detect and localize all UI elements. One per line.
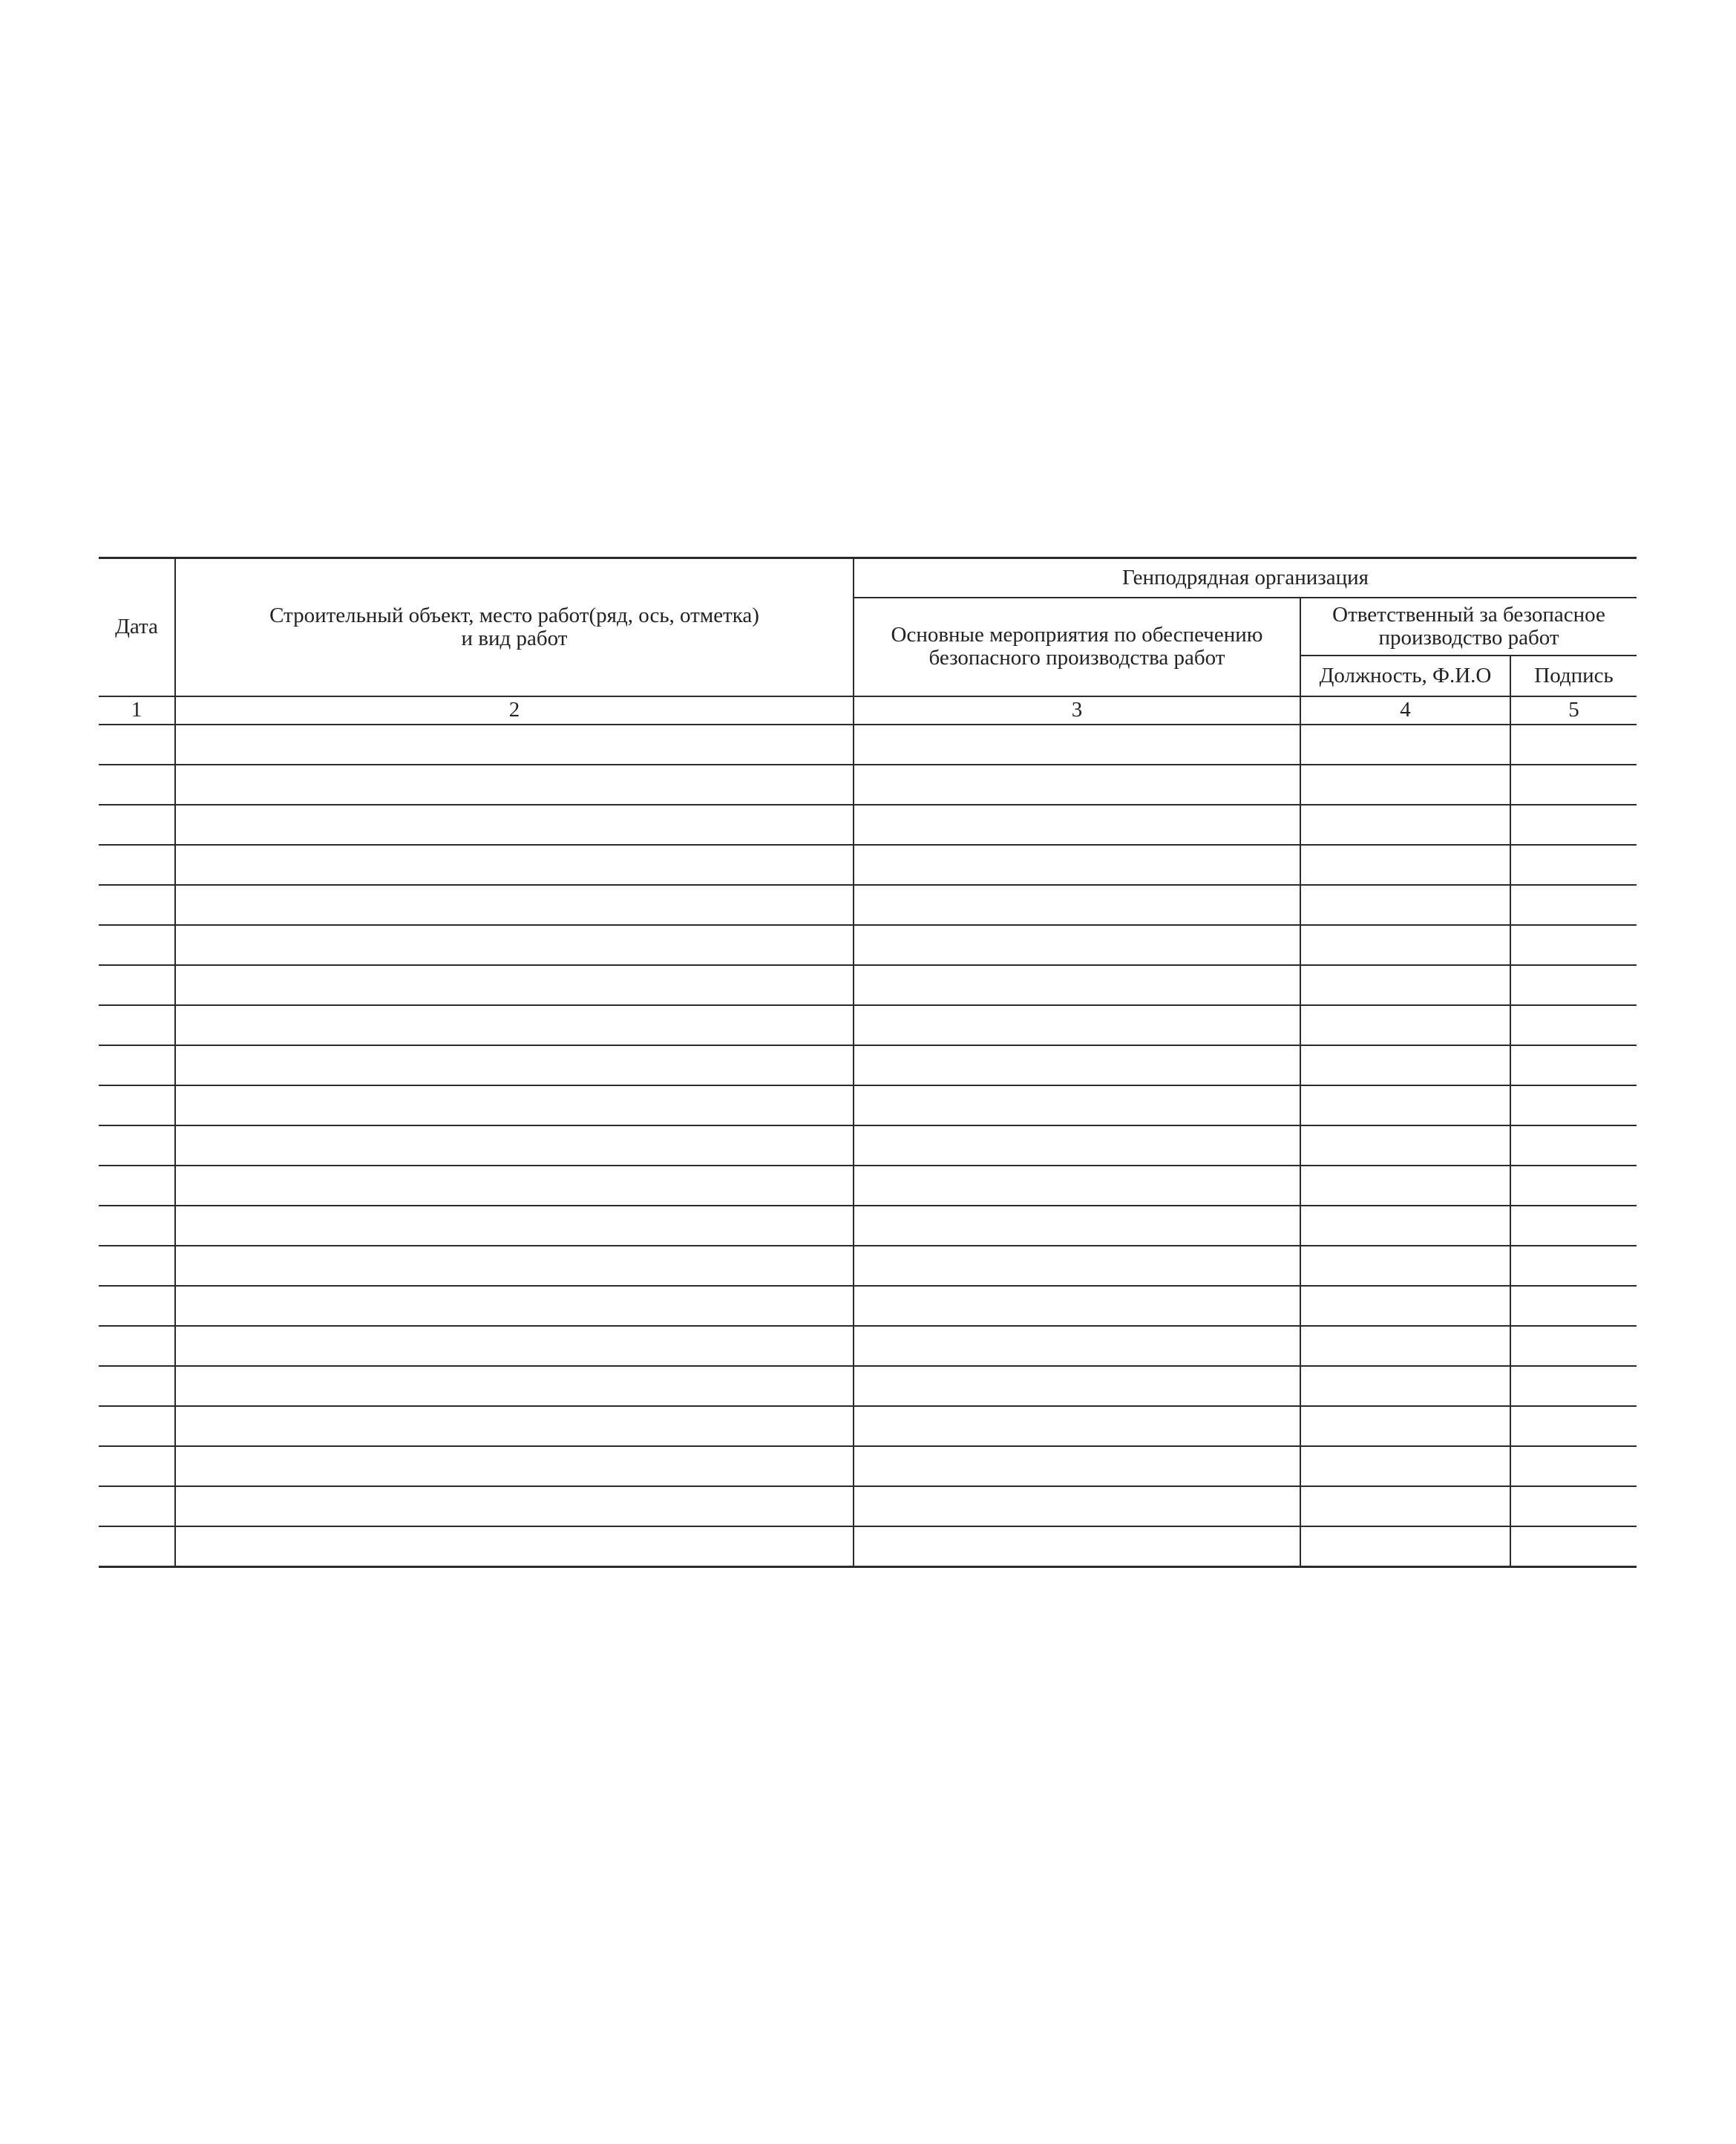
table-row <box>99 1085 1637 1125</box>
entry-cell-object[interactable] <box>175 1125 854 1166</box>
entry-cell-object[interactable] <box>175 765 854 805</box>
header-responsible <box>1300 598 1637 656</box>
entry-cell-date[interactable] <box>99 1486 175 1526</box>
entry-cell-measures[interactable] <box>854 765 1300 805</box>
entry-cell-measures[interactable] <box>854 1005 1300 1045</box>
table-row <box>99 765 1637 805</box>
header-signature <box>1510 656 1637 696</box>
table-row <box>99 1206 1637 1246</box>
column-number-4: 4 <box>1300 696 1510 725</box>
entry-cell-object[interactable] <box>175 1166 854 1206</box>
entry-cell-position-name[interactable] <box>1300 1005 1510 1045</box>
entry-cell-object[interactable] <box>175 805 854 845</box>
entry-cell-object[interactable] <box>175 925 854 965</box>
entry-cell-date[interactable] <box>99 1166 175 1206</box>
table-row <box>99 885 1637 925</box>
entry-cell-position-name[interactable] <box>1300 1326 1510 1366</box>
entry-cell-date[interactable] <box>99 1246 175 1286</box>
entry-cell-position-name[interactable] <box>1300 965 1510 1005</box>
entry-cell-measures[interactable] <box>854 1526 1300 1567</box>
entry-cell-measures[interactable] <box>854 1326 1300 1366</box>
entry-cell-signature[interactable] <box>1510 845 1637 885</box>
entry-cell-measures[interactable] <box>854 1446 1300 1486</box>
entry-cell-object[interactable] <box>175 845 854 885</box>
entry-cell-object[interactable] <box>175 1326 854 1366</box>
entry-cell-position-name[interactable] <box>1300 1286 1510 1326</box>
entry-cell-position-name[interactable] <box>1300 1366 1510 1406</box>
entry-cell-object[interactable] <box>175 965 854 1005</box>
entry-cell-object[interactable] <box>175 1045 854 1085</box>
header-object-line1: Строительный объект, место работ(ряд, ось, отметка) <box>269 603 759 627</box>
entry-cell-date[interactable] <box>99 1326 175 1366</box>
entry-cell-date[interactable] <box>99 765 175 805</box>
entry-cell-date[interactable] <box>99 885 175 925</box>
header-object-line2: и вид работ <box>461 626 568 650</box>
header-measures-line2: безопасного производства работ <box>928 646 1225 670</box>
table-row <box>99 1326 1637 1366</box>
table-row <box>99 1166 1637 1206</box>
entry-cell-position-name[interactable] <box>1300 1085 1510 1125</box>
entry-cell-signature[interactable] <box>1510 1526 1637 1567</box>
entry-cell-measures[interactable] <box>854 1045 1300 1085</box>
entry-cell-position-name[interactable] <box>1300 1206 1510 1246</box>
column-number-1: 1 <box>99 696 175 725</box>
entry-cell-position-name[interactable] <box>1300 1486 1510 1526</box>
entry-cell-signature[interactable] <box>1510 1166 1637 1206</box>
table-row <box>99 1366 1637 1406</box>
table-row <box>99 1005 1637 1045</box>
entry-cell-signature[interactable] <box>1510 1366 1637 1406</box>
entry-cell-object[interactable] <box>175 885 854 925</box>
entry-cell-position-name[interactable] <box>1300 1446 1510 1486</box>
table-row <box>99 1526 1637 1567</box>
entry-cell-measures[interactable] <box>854 1125 1300 1166</box>
entry-cell-object[interactable] <box>175 1246 854 1286</box>
entry-cell-measures[interactable] <box>854 1286 1300 1326</box>
entry-cell-date[interactable] <box>99 1085 175 1125</box>
header-position-name <box>1300 656 1510 696</box>
journal-body <box>99 725 1637 1567</box>
entry-cell-date[interactable] <box>99 725 175 765</box>
entry-cell-position-name[interactable] <box>1300 1406 1510 1446</box>
entry-cell-date[interactable] <box>99 1526 175 1567</box>
column-number-3: 3 <box>854 696 1300 725</box>
entry-cell-signature[interactable] <box>1510 1326 1637 1366</box>
entry-cell-signature[interactable] <box>1510 1446 1637 1486</box>
entry-cell-signature[interactable] <box>1510 1486 1637 1526</box>
entry-cell-position-name[interactable] <box>1300 765 1510 805</box>
table-row <box>99 925 1637 965</box>
column-number-2: 2 <box>175 696 854 725</box>
entry-cell-measures[interactable] <box>854 885 1300 925</box>
entry-cell-signature[interactable] <box>1510 725 1637 765</box>
entry-cell-position-name[interactable] <box>1300 845 1510 885</box>
entry-cell-object[interactable] <box>175 1486 854 1526</box>
entry-cell-object[interactable] <box>175 1005 854 1045</box>
entry-cell-date[interactable] <box>99 1005 175 1045</box>
entry-cell-measures[interactable] <box>854 925 1300 965</box>
header-date <box>99 558 175 696</box>
journal-table <box>99 557 1637 1568</box>
entry-cell-measures[interactable] <box>854 1166 1300 1206</box>
entry-cell-signature[interactable] <box>1510 1406 1637 1446</box>
table-row <box>99 1446 1637 1486</box>
entry-cell-measures[interactable] <box>854 1406 1300 1446</box>
entry-cell-signature[interactable] <box>1510 965 1637 1005</box>
entry-cell-position-name[interactable] <box>1300 805 1510 845</box>
entry-cell-date[interactable] <box>99 1286 175 1326</box>
header-measures-line1: Основные мероприятия по обеспечению <box>891 623 1263 647</box>
entry-cell-date[interactable] <box>99 1446 175 1486</box>
entry-cell-signature[interactable] <box>1510 925 1637 965</box>
entry-cell-measures[interactable] <box>854 805 1300 845</box>
entry-cell-measures[interactable] <box>854 1085 1300 1125</box>
entry-cell-object[interactable] <box>175 1406 854 1446</box>
entry-cell-measures[interactable] <box>854 1486 1300 1526</box>
entry-cell-date[interactable] <box>99 965 175 1005</box>
table-row <box>99 805 1637 845</box>
entry-cell-position-name[interactable] <box>1300 1166 1510 1206</box>
entry-cell-date[interactable] <box>99 1045 175 1085</box>
entry-cell-date[interactable] <box>99 1206 175 1246</box>
header-responsible-line2: производство работ <box>1378 625 1559 650</box>
header-responsible-line1: Ответственный за безопасное <box>1332 602 1605 627</box>
table-row <box>99 725 1637 765</box>
entry-cell-object[interactable] <box>175 1085 854 1125</box>
entry-cell-signature[interactable] <box>1510 765 1637 805</box>
header-date-label: Дата <box>115 615 158 639</box>
safety-journal-form <box>99 557 1637 1568</box>
entry-cell-object[interactable] <box>175 1366 854 1406</box>
header-measures <box>854 598 1300 696</box>
entry-cell-signature[interactable] <box>1510 1206 1637 1246</box>
table-row <box>99 1406 1637 1446</box>
entry-cell-signature[interactable] <box>1510 1005 1637 1045</box>
table-row <box>99 1286 1637 1326</box>
entry-cell-position-name[interactable] <box>1300 1125 1510 1166</box>
table-row <box>99 1045 1637 1085</box>
entry-cell-signature[interactable] <box>1510 1286 1637 1326</box>
entry-cell-signature[interactable] <box>1510 805 1637 845</box>
column-number-5: 5 <box>1510 696 1637 725</box>
entry-cell-date[interactable] <box>99 1406 175 1446</box>
entry-cell-measures[interactable] <box>854 1206 1300 1246</box>
table-row <box>99 965 1637 1005</box>
entry-cell-measures[interactable] <box>854 725 1300 765</box>
entry-cell-object[interactable] <box>175 1526 854 1567</box>
entry-cell-date[interactable] <box>99 1366 175 1406</box>
entry-cell-position-name[interactable] <box>1300 1526 1510 1567</box>
entry-cell-position-name[interactable] <box>1300 925 1510 965</box>
table-row <box>99 845 1637 885</box>
entry-cell-date[interactable] <box>99 845 175 885</box>
entry-cell-measures[interactable] <box>854 845 1300 885</box>
entry-cell-signature[interactable] <box>1510 1045 1637 1085</box>
entry-cell-position-name[interactable] <box>1300 1246 1510 1286</box>
entry-cell-measures[interactable] <box>854 1246 1300 1286</box>
entry-cell-object[interactable] <box>175 1286 854 1326</box>
entry-cell-signature[interactable] <box>1510 885 1637 925</box>
table-row <box>99 1125 1637 1166</box>
entry-cell-signature[interactable] <box>1510 1246 1637 1286</box>
entry-cell-object[interactable] <box>175 1206 854 1246</box>
table-row <box>99 1246 1637 1286</box>
entry-cell-position-name[interactable] <box>1300 1045 1510 1085</box>
entry-cell-object[interactable] <box>175 1446 854 1486</box>
entry-cell-object[interactable] <box>175 725 854 765</box>
entry-cell-position-name[interactable] <box>1300 725 1510 765</box>
column-number-row <box>99 696 1637 725</box>
entry-cell-date[interactable] <box>99 925 175 965</box>
entry-cell-date[interactable] <box>99 1125 175 1166</box>
table-row <box>99 1486 1637 1526</box>
header-general-contractor-label: Генподрядная организация <box>1122 565 1369 589</box>
entry-cell-position-name[interactable] <box>1300 885 1510 925</box>
entry-cell-date[interactable] <box>99 805 175 845</box>
header-position-name-label: Должность, Ф.И.О <box>1319 663 1492 687</box>
header-general-contractor <box>854 558 1637 598</box>
entry-cell-measures[interactable] <box>854 965 1300 1005</box>
entry-cell-measures[interactable] <box>854 1366 1300 1406</box>
header-signature-label: Подпись <box>1534 663 1614 687</box>
entry-cell-signature[interactable] <box>1510 1125 1637 1166</box>
entry-cell-signature[interactable] <box>1510 1085 1637 1125</box>
header-object <box>175 558 854 696</box>
